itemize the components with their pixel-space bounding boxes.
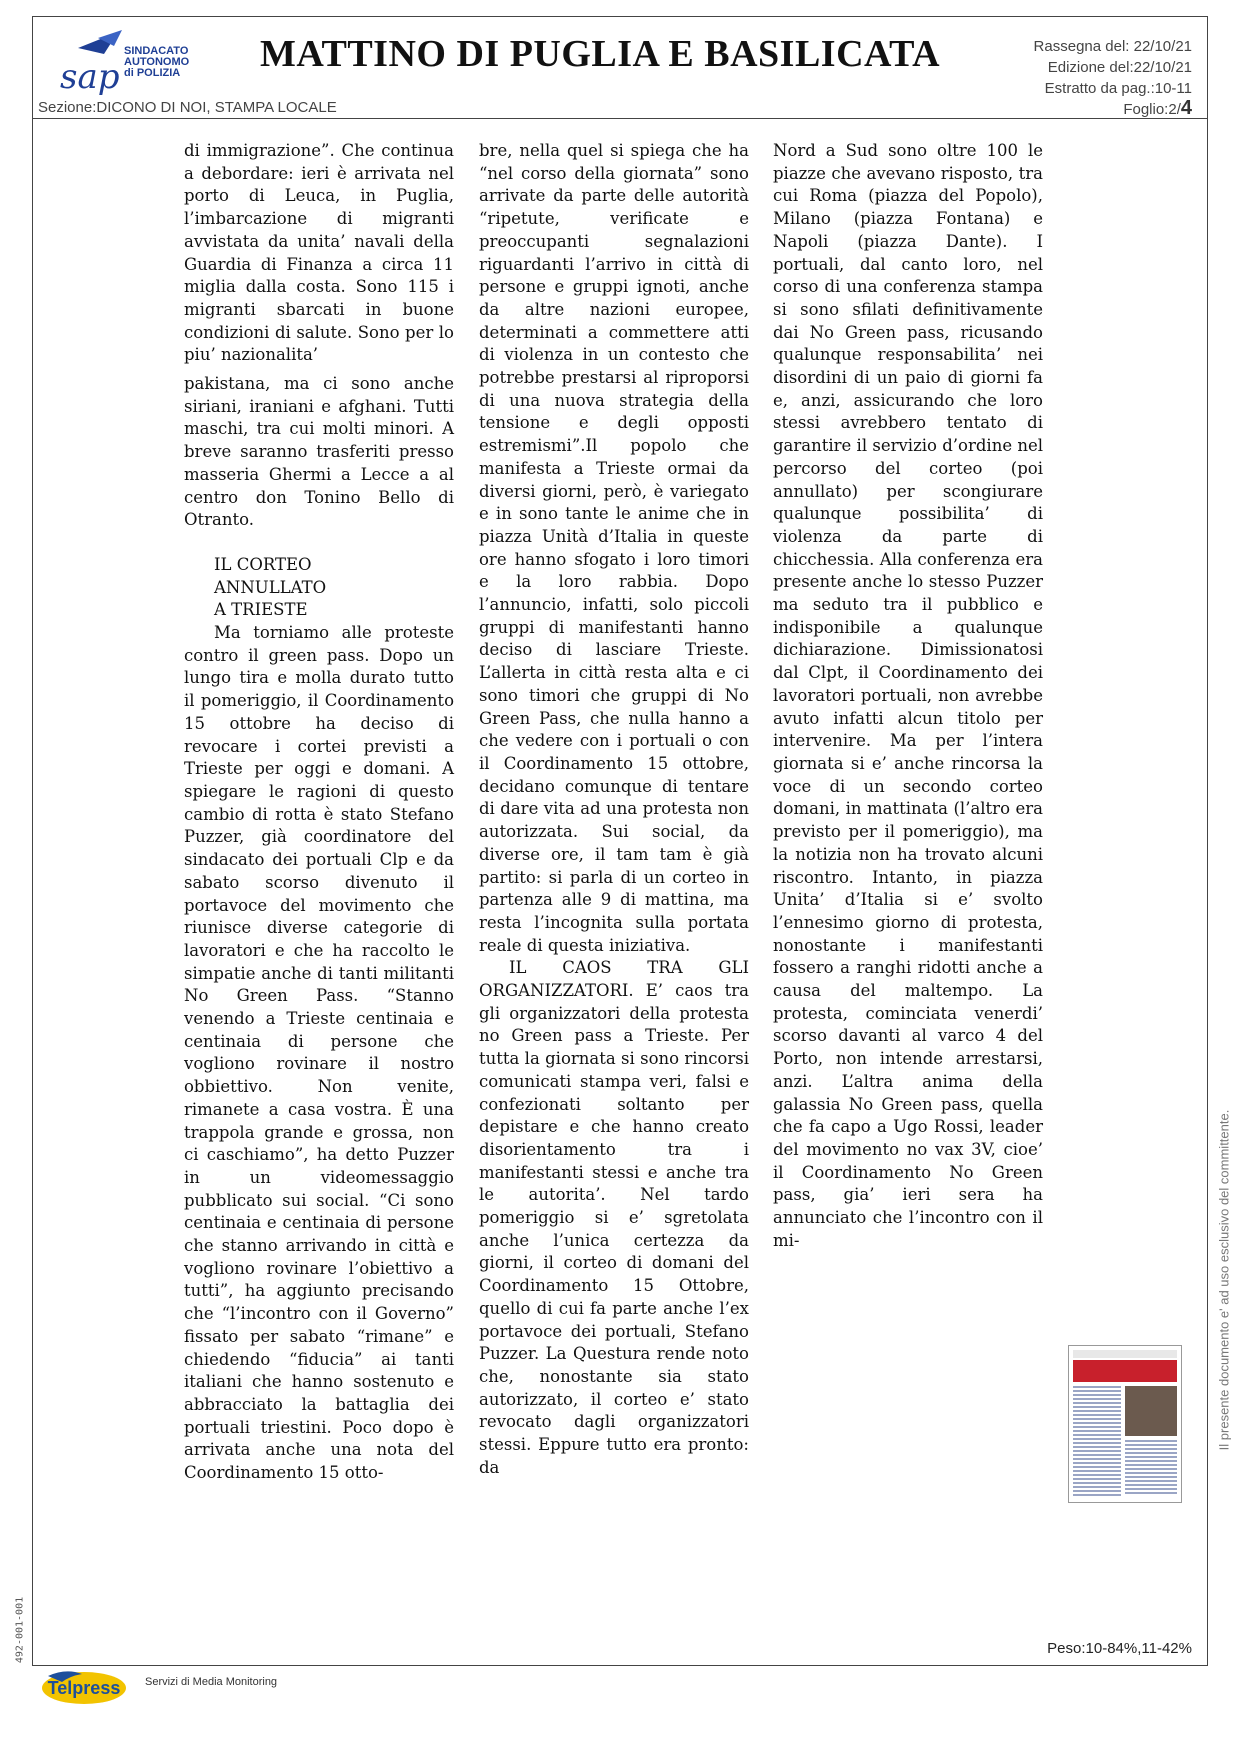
- document-code: 492-001-001: [14, 1596, 26, 1664]
- article-column-3: [773, 140, 1043, 1252]
- header-separator: [32, 118, 1208, 119]
- svg-text:sap: sap: [60, 57, 120, 97]
- footer-tagline: Servizi di Media Monitoring: [145, 1676, 278, 1688]
- paragraph: di immigrazione”. Che continua a debordare: ieri è arrivata nel porto di Leuca, in Puglia, l’imbarcazione di migranti avvistata da unita’ navali della Guardia di Finanza a circa 11 miglia dalla costa. Sono 115 i migranti sbarcati in buone condizioni di salute. Sono per lo piu’ nazionalita’: [184, 141, 454, 365]
- edition-meta: [1034, 36, 1192, 99]
- edizione-date: Edizione del:22/10/21: [1047, 59, 1192, 76]
- estratto-pages: Estratto da pag.:10-11: [1044, 80, 1192, 97]
- paragraph: bre, nella quel si spiega che ha “nel corso della giornata” sono arrivate da parte delle autorità “ripetute, verificate e preoccupanti segnalazioni riguardanti l’arrivo in città di persone e gruppi ignoti, anche da altre nazioni europee, determinati a commettere atti di violenza in un contesto che potrebbe prestarsi al riproporsi di una nuova strategia della tensione e degli opposti estremismi”.Il popolo che manifesta a Trieste ormai da diversi giorni, però, è variegato e in sono tante le anime che in piazza Unità d’Italia in queste ore hanno sfogato i loro timori e la loro rabbia. Dopo l’annuncio, infatti, solo piccoli gruppi di manifestanti hanno deciso di lasciare Trieste. L’allerta in città resta alta e ci sono timori che gruppi di No Green Pass, che nulla hanno a che vedere con i portuali o con il Coordinamento 15 ottobre, decidano comunque di tentare di dare vita ad una protesta non autorizzata. Sui social, da diverse ore, il tam tam è già partito: si parla di un corteo in partenza alle 9 di mattina, ma resta l’incognita sulla portata reale di questa iniziativa.: [479, 141, 749, 955]
- paragraph: pakistana, ma ci sono anche siriani, iraniani e afghani. Tutti maschi, tra cui molti minori. A breve saranno trasferiti presso masseria Ghermi a Lecce a al centro don Tonino Bello di Otranto.: [184, 374, 454, 530]
- sheet-number: Foglio:2/4: [1123, 97, 1192, 119]
- newspaper-title: MATTINO DI PUGLIA E BASILICATA: [260, 33, 941, 75]
- paragraph: IL CAOS TRA GLI ORGANIZZATORI. E’ caos tra gli organizzatori della protesta no Green pass a Trieste. Per tutta la giornata si sono rincorsi comunicati stampa veri, falsi e confezionati soltanto per depistare e che hanno creato disorientamento tra i manifestanti stessi e anche tra le autorita’. Nel tardo pomeriggio si e’ sgretolata anche l’unica certezza da giorni, il corteo di domani del Coordinamento 15 Ottobre, quello di cui fa parte anche l’ex portavoce dei portuali, Stefano Puzzer. La Questura rende noto che, nonostante sia stato autorizzato, il corteo e’ stato revocato dagli organizzatori stessi. Eppure tutto era pronto: da: [479, 958, 749, 1477]
- subheading: IL CORTEO ANNULLATO A TRIESTE: [214, 554, 327, 620]
- rassegna-date: Rassegna del: 22/10/21: [1033, 38, 1192, 55]
- sap-logo-text: SINDACATO AUTONOMO di POLIZIA: [124, 45, 190, 79]
- paragraph: Ma torniamo alle proteste contro il green pass. Dopo un lungo tira e molla durato tutto il pomeriggio, il Coordinamento 15 ottobre ha deciso di revocare i cortei previsti a Trieste per oggi e domani. A spiegare le ragioni di questo cambio di rotta è stato Stefano Puzzer, già coordinatore del sindacato dei portuali Clp e da sabato scorso divenuto il portavoce del movimento che riunisce diverse categorie di lavoratori e che ha raccolto le simpatie anche di tanti militanti No Green Pass. “Stanno venendo a Trieste centinaia e centinaia di persone che vogliono rovinare il nostro obbiettivo. Non venite, rimanete a casa vostra. È una trappola grande e grossa, non ci caschiamo”, ha detto Puzzer in un videomessaggio pubblicato sui social. “Ci sono centinaia e centinaia di persone che stanno arrivando in città e vogliono rovinare l’obiettivo a tutti”, ha aggiunto precisando che “l’incontro con il Governo” fissato per sabato “rimane” e chiedendo “fiducia” ai tanti italiani che hanno sostenuto e abbracciato la battaglia dei portuali triestini. Poco dopo è arrivata anche una nota del Coordinamento 15 otto-: [184, 623, 454, 1483]
- svg-text:Telpress: Telpress: [47, 1678, 121, 1698]
- telpress-logo: [36, 1666, 136, 1708]
- page-thumbnail: [1068, 1345, 1182, 1503]
- article-column-2: [479, 140, 749, 1479]
- usage-note: Il presente documento e' ad uso esclusivo del committente.: [1216, 1109, 1232, 1451]
- weight-label: Peso:10-84%,11-42%: [1047, 1640, 1192, 1657]
- section-label: Sezione:DICONO DI NOI, STAMPA LOCALE: [38, 99, 337, 116]
- article-column-1: [184, 140, 454, 1485]
- paragraph: Nord a Sud sono oltre 100 le piazze che avevano risposto, tra cui Roma (piazza del Popolo), Milano (piazza Fontana) e Napoli (piazza Dante). I portuali, dal canto loro, nel corso di una conferenza stampa si sono sfilati definitivamente dai No Green pass, ricusando qualunque responsabilita’ nei disordini di un paio di giorni fa e, anzi, assicurando che loro stessi avrebbero tentato di garantire il servizio d’ordine nel percorso del corteo (poi annullato) per scongiurare qualunque possibilita’ di violenza da parte di chicchessia. Alla conferenza era presente anche lo stesso Puzzer ma seduto tra il pubblico e indisponibile a qualunque dichiarazione. Dimissionatosi dal Clpt, il Coordinamento dei lavoratori portuali, non avrebbe avuto infatti alcun titolo per intervenire. Ma per l’intera giornata si e’ anche rincorsa la voce di un secondo corteo domani, in mattinata (l’altro era previsto per il pomeriggio), ma la notizia non ha trovato alcuni riscontro. Intanto, in piazza Unita’ d’Italia si e’ svolto l’ennesimo giorno di protesta, nonostante i manifestanti fossero a ranghi ridotti anche a causa del maltempo. La protesta, cominciata venerdi’ scorso davanti al varco 4 del Porto, non intende arrestarsi, anzi. L’altra anima della galassia No Green pass, quella che fa capo a Ugo Rossi, leader del movimento no vax 3V, cioe’ il Coordinamento No Green pass, gia’ ieri sera ha annunciato che l’incontro con il mi-: [773, 141, 1043, 1250]
